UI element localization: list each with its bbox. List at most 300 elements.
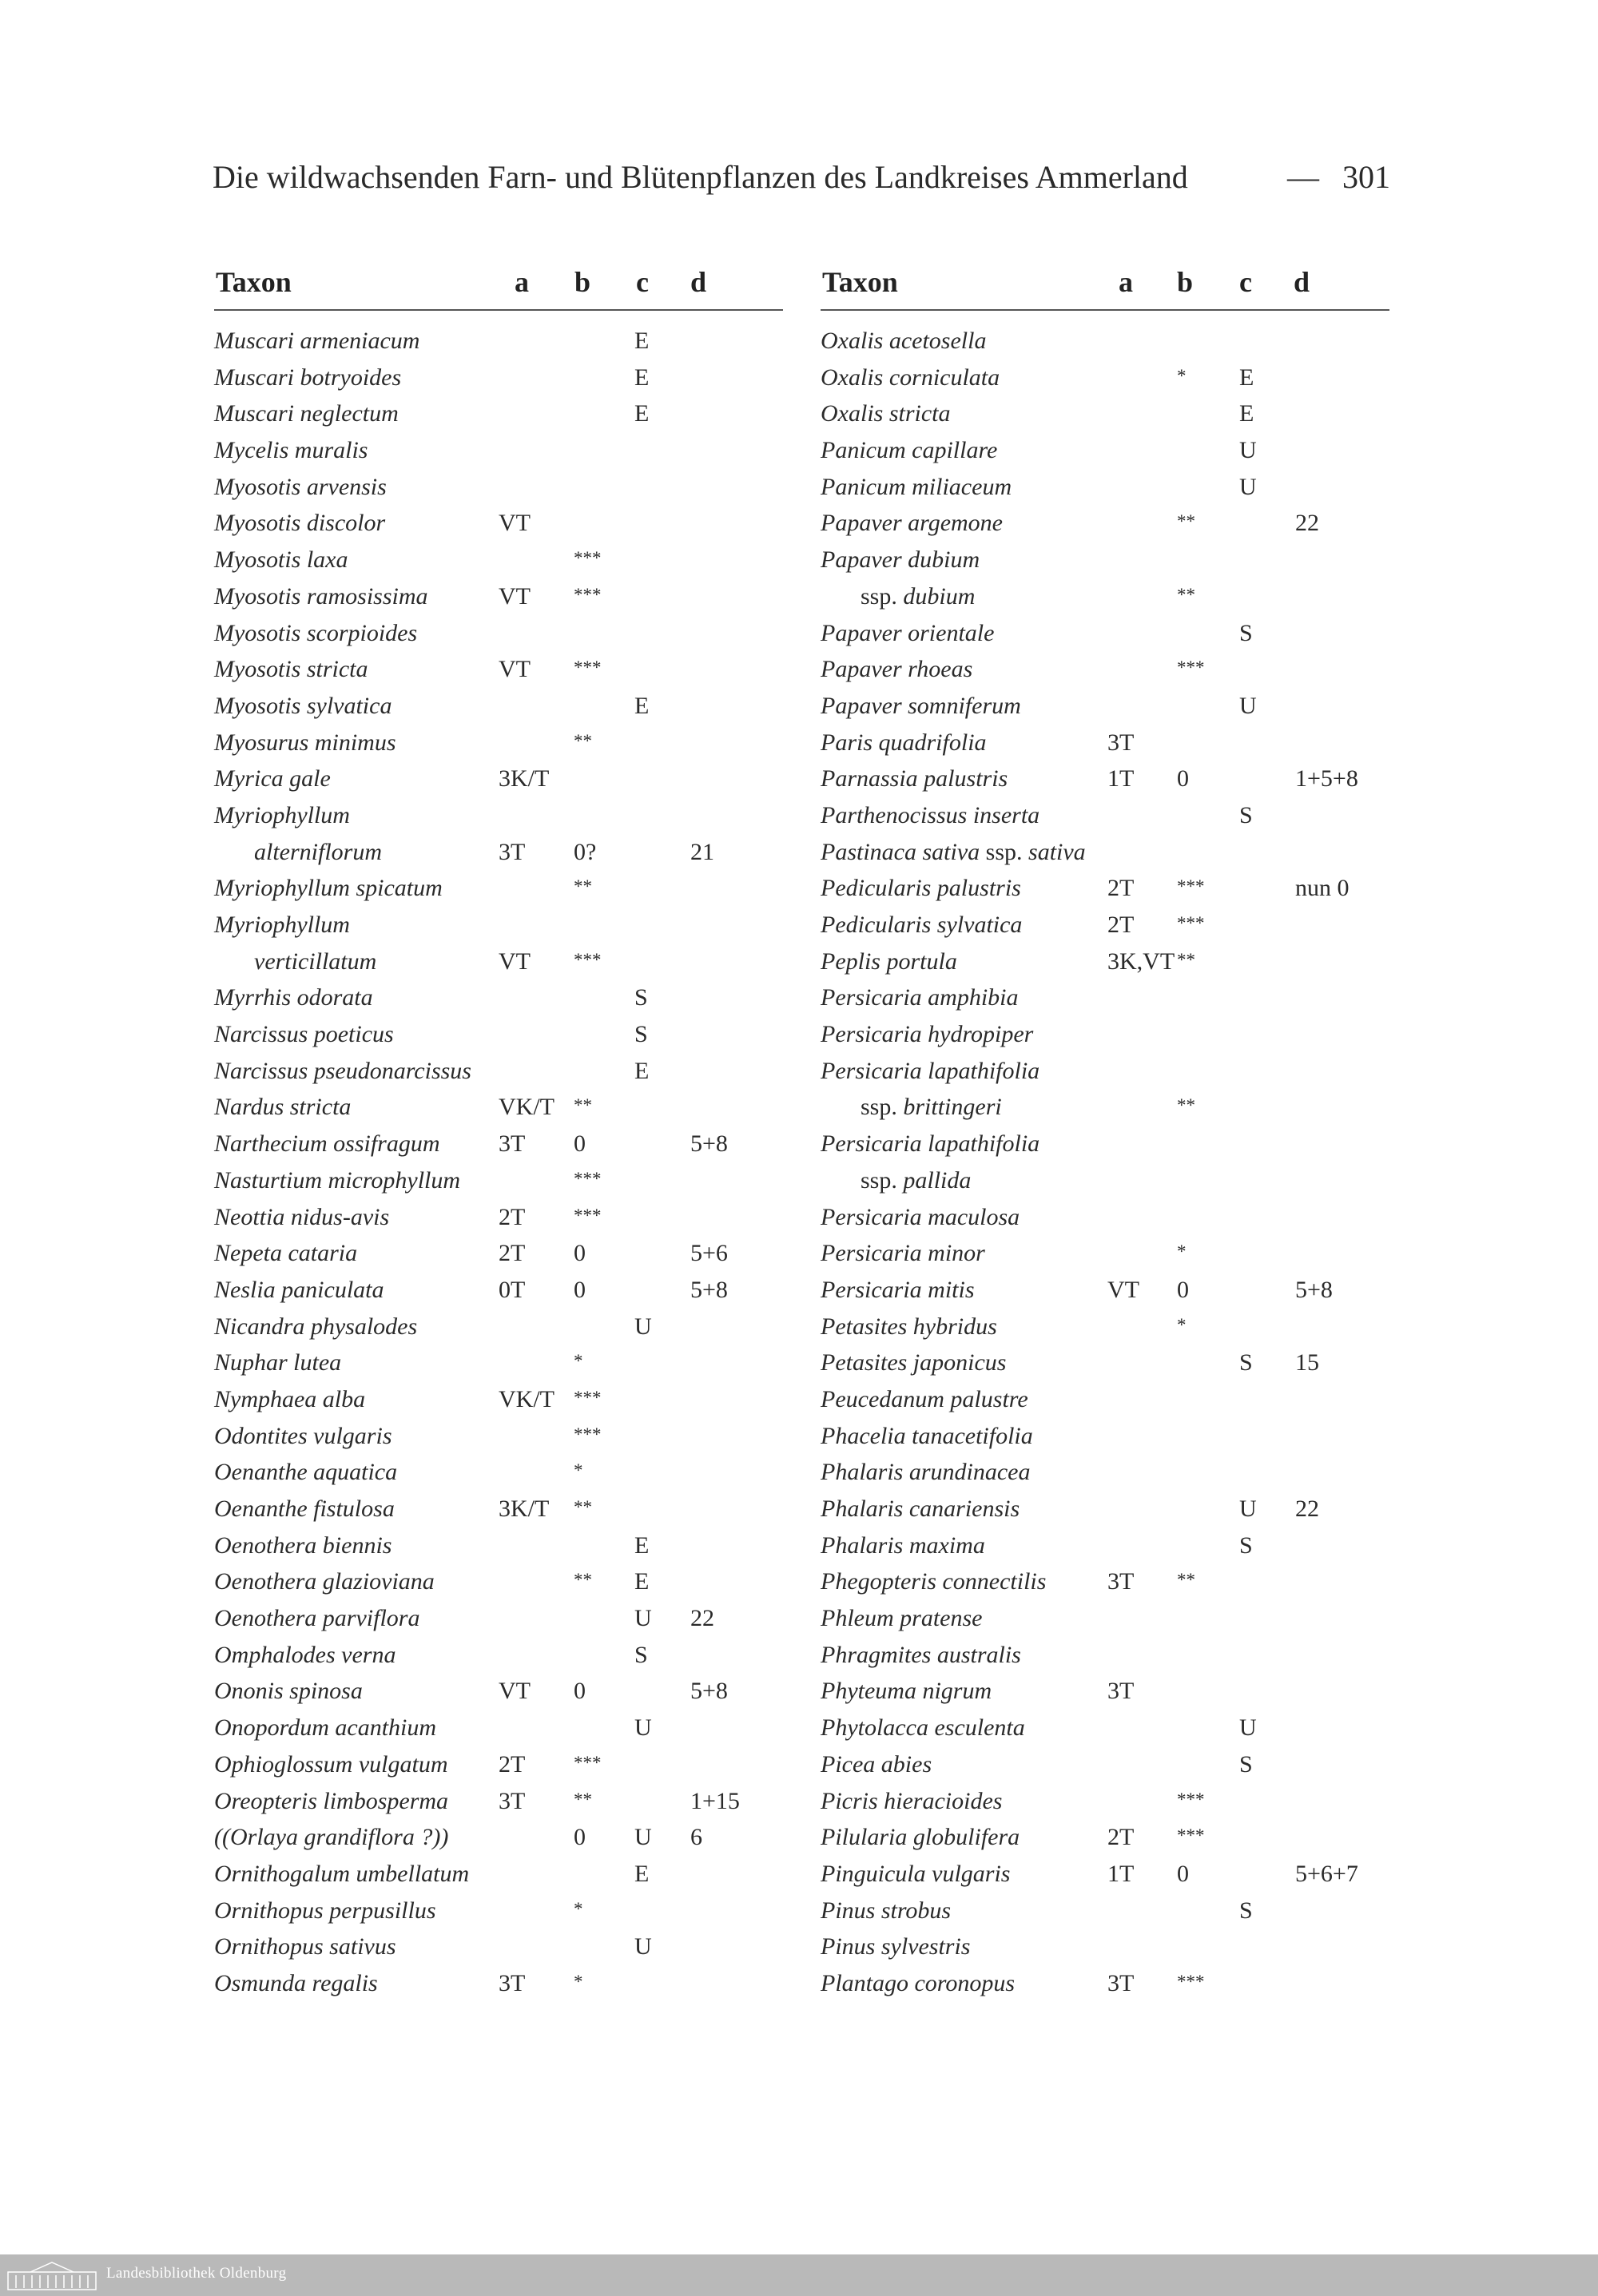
table-row [821, 1678, 1389, 1714]
taxon-cell [214, 1751, 448, 1778]
table-row [214, 984, 783, 1021]
taxon-cell [821, 1678, 992, 1705]
table-row [214, 1605, 783, 1642]
taxon-name: Papaver orientale [821, 619, 995, 646]
taxon-cell [214, 656, 368, 683]
taxon-name: verticillatum [254, 947, 377, 975]
cell-b: 0 [574, 1276, 586, 1303]
cell-b: *** [574, 1424, 602, 1444]
taxon-cell [214, 1532, 392, 1559]
taxon-cell [821, 1568, 1046, 1595]
taxon-name: Narcissus poeticus [214, 1021, 394, 1048]
table-row [821, 1423, 1389, 1460]
cell-d: 22 [1295, 510, 1319, 537]
taxon-cell [214, 1130, 440, 1158]
cell-a: 0T [499, 1276, 526, 1303]
taxon-cell [821, 1861, 1010, 1888]
table-row [821, 1130, 1389, 1167]
taxon-cell [214, 875, 443, 902]
taxon-name: Pedicularis sylvatica [821, 912, 1023, 938]
cell-d: 22 [690, 1605, 714, 1632]
taxon-cell [821, 1605, 982, 1632]
cell-c: S [1239, 801, 1253, 828]
taxon-cell [821, 328, 986, 355]
taxon-cell [214, 546, 348, 574]
table-row [821, 656, 1389, 693]
taxon-name: Pinus strobus [821, 1897, 952, 1924]
table-row [214, 1824, 783, 1861]
table-row [214, 1933, 783, 1970]
taxon-name: Myriophyllum [214, 912, 350, 938]
cell-c: S [1239, 1897, 1253, 1924]
taxon-cell [214, 364, 401, 391]
taxon-name: Persicaria hydropiper [821, 1021, 1034, 1048]
cell-c: S [634, 984, 648, 1011]
cell-b: *** [1177, 876, 1205, 897]
cell-b: ** [574, 1095, 592, 1116]
table-row [821, 1204, 1389, 1241]
taxon-name: Peplis portula [821, 947, 957, 975]
cell-c: S [1239, 1750, 1253, 1778]
taxon-name: Papaver dubium [821, 546, 980, 574]
header-d: d [1294, 266, 1310, 298]
taxon-cell [214, 1058, 471, 1085]
taxon-cell [214, 583, 428, 610]
taxon-name: Nuphar lutea [214, 1349, 342, 1376]
taxon-name: Oenanthe aquatica [214, 1459, 398, 1486]
taxon-cell [214, 1349, 341, 1376]
page-header [213, 158, 1389, 206]
taxon-name: Panicum capillare [821, 437, 998, 464]
header-a: a [515, 266, 529, 298]
cell-c: U [634, 1313, 652, 1340]
footer-bar [0, 2254, 1598, 2296]
taxon-cell [821, 546, 980, 574]
taxon-name: Muscari armeniacum [214, 328, 420, 354]
taxon-name: Phleum pratense [821, 1605, 983, 1632]
taxon-name: Oenothera glazioviana [214, 1568, 435, 1595]
cell-a: 3K/T [499, 765, 550, 792]
cell-a: 3T [1107, 1969, 1135, 1996]
taxon-name: Pedicularis palustris [821, 875, 1021, 902]
table-row [214, 1094, 783, 1130]
cell-b: * [1177, 1241, 1187, 1262]
table-row [214, 400, 783, 437]
taxon-cell [821, 802, 1039, 829]
taxon-name: Muscari botryoides [214, 363, 402, 391]
header-taxon: Taxon [822, 266, 898, 298]
cell-b: * [574, 1351, 583, 1372]
taxon-name: Papaver argemone [821, 510, 1003, 537]
taxon-name: Ophioglossum vulgatum [214, 1750, 448, 1778]
table-row [821, 546, 1389, 583]
table-row [214, 1167, 783, 1204]
cell-b: ** [574, 1497, 592, 1517]
cell-c: U [1239, 1714, 1257, 1742]
taxon-cell [821, 1714, 1025, 1742]
table-row [821, 510, 1389, 546]
header-b: b [1177, 266, 1194, 298]
taxon-cell [214, 1459, 397, 1486]
table-row [821, 693, 1389, 729]
table-row [821, 1970, 1389, 2007]
table-row [214, 948, 783, 985]
taxon-cell [821, 693, 1021, 720]
taxon-name: Oenothera biennis [214, 1531, 392, 1559]
taxon-name: Petasites hybridus [821, 1313, 997, 1340]
subspecies-name: sativa [1028, 838, 1086, 865]
table-row [214, 1130, 783, 1167]
cell-d: 5+8 [1295, 1276, 1333, 1303]
table-row [214, 1496, 783, 1532]
right-header-rule [821, 309, 1389, 311]
table-row [821, 437, 1389, 474]
cell-b: 0 [1177, 765, 1189, 792]
taxon-name: Nasturtium microphyllum [214, 1166, 461, 1194]
taxon-name: Ornithopus perpusillus [214, 1897, 436, 1924]
taxon-name: Pinus sylvestris [821, 1933, 971, 1960]
taxon-name: Persicaria maculosa [821, 1203, 1020, 1230]
taxon-name: Myriophyllum [214, 801, 350, 828]
cell-c: E [634, 1860, 650, 1887]
cell-b: *** [574, 584, 602, 605]
table-row [821, 1933, 1389, 1970]
taxon-cell [214, 1313, 417, 1341]
taxon-name: Papaver somniferum [821, 692, 1021, 719]
cell-d: 22 [1295, 1496, 1319, 1522]
cell-b: 0 [574, 1130, 586, 1158]
taxon-name: Papaver rhoeas [821, 656, 973, 683]
table-row [821, 1313, 1389, 1350]
table-row [214, 1568, 783, 1605]
taxon-cell [214, 1021, 394, 1048]
taxon-cell [821, 912, 1022, 939]
cell-c: U [634, 1824, 652, 1851]
taxon-cell [214, 1167, 460, 1194]
taxon-name: Peucedanum palustre [821, 1385, 1028, 1412]
table-row [214, 1277, 783, 1313]
cell-b: *** [574, 1168, 602, 1189]
taxon-cell [821, 984, 1019, 1011]
taxon-name: Oxalis stricta [821, 400, 951, 427]
taxon-name: Oreopteris limbosperma [214, 1787, 449, 1814]
cell-a: 3T [499, 838, 526, 865]
taxon-name: Nardus stricta [214, 1094, 352, 1121]
taxon-cell [214, 620, 417, 647]
table-row [214, 839, 783, 876]
table-row [821, 912, 1389, 948]
taxon-name: Phalaris arundinacea [821, 1459, 1031, 1486]
page-number: 301 [1342, 159, 1390, 195]
table-row [821, 1349, 1389, 1386]
table-row [214, 583, 783, 620]
taxon-cell [214, 1824, 448, 1851]
cell-c: S [634, 1641, 648, 1668]
taxon-name: Myosotis sylvatica [214, 692, 392, 719]
taxon-name: Myosotis ramosissima [214, 582, 428, 610]
taxon-cell [821, 1788, 1002, 1815]
cell-a: 3T [1107, 1568, 1135, 1595]
table-row [214, 1751, 783, 1788]
table-row [214, 765, 783, 802]
cell-c: E [634, 1568, 650, 1595]
taxon-cell [821, 948, 957, 975]
taxon-name: Picea abies [821, 1750, 932, 1778]
table-row [821, 474, 1389, 510]
cell-b: ** [574, 876, 592, 897]
rank-prefix: ssp. [861, 1166, 904, 1194]
cell-b: ** [1177, 1570, 1195, 1591]
table-row [821, 765, 1389, 802]
table-row [214, 437, 783, 474]
taxon-cell [821, 400, 951, 427]
cell-c: S [1239, 1349, 1253, 1376]
cell-a: 3K,VT [1107, 947, 1175, 975]
cell-b: *** [574, 657, 602, 678]
taxon-cell [214, 729, 396, 757]
cell-c: E [634, 692, 650, 719]
taxon-name: Nicandra physalodes [214, 1313, 418, 1340]
cell-a: VT [499, 510, 531, 537]
cell-b: * [1177, 1314, 1187, 1335]
cell-a: VT [1107, 1276, 1139, 1303]
cell-a: VT [499, 947, 531, 975]
taxon-name: Ornithopus sativus [214, 1933, 396, 1960]
cell-b: *** [574, 1752, 602, 1773]
rank-prefix: ssp. [861, 1094, 904, 1121]
header-c: c [636, 266, 649, 298]
taxon-name: ((Orlaya grandiflora ?)) [214, 1824, 449, 1851]
taxon-name: Picris hieracioides [821, 1787, 1003, 1814]
table-row [821, 1714, 1389, 1751]
table-row [214, 546, 783, 583]
taxon-cell [821, 1496, 1020, 1523]
taxon-cell [821, 1423, 1033, 1450]
taxon-cell [214, 1933, 396, 1960]
taxon-cell [214, 1423, 392, 1450]
cell-b: * [1177, 365, 1187, 386]
table-row [214, 1313, 783, 1350]
cell-a: 2T [1107, 912, 1135, 938]
right-rows [821, 328, 1389, 2007]
table-row [214, 802, 783, 839]
taxon-name: Oenothera parviflora [214, 1605, 420, 1632]
taxon-name: Oenanthe fistulosa [214, 1496, 395, 1522]
cell-b: *** [574, 1205, 602, 1225]
table-row [821, 839, 1389, 876]
table-row [214, 1532, 783, 1569]
taxon-cell [821, 1021, 1033, 1048]
taxon-name: Phyteuma nigrum [821, 1678, 992, 1705]
taxon-name: alterniflorum [254, 838, 383, 865]
taxon-cell [821, 1970, 1015, 1997]
taxon-name: Phytolacca esculenta [821, 1714, 1025, 1742]
table-row [214, 1240, 783, 1277]
taxon-name: Nymphaea alba [214, 1385, 366, 1412]
table-row [821, 1277, 1389, 1313]
table-row [821, 1386, 1389, 1423]
cell-c: U [634, 1714, 652, 1742]
table-row [214, 1021, 783, 1058]
table-row [821, 1861, 1389, 1897]
cell-b: *** [1177, 657, 1205, 678]
cell-a: 3T [1107, 729, 1135, 756]
cell-c: S [634, 1021, 648, 1048]
taxon-cell [214, 1568, 435, 1595]
cell-d: 1+15 [690, 1787, 740, 1814]
table-row [214, 693, 783, 729]
taxon-cell [214, 1605, 419, 1632]
cell-a: 2T [499, 1240, 526, 1267]
taxon-name: Myriophyllum spicatum [214, 875, 443, 902]
cell-c: S [1239, 619, 1253, 646]
taxon-cell [214, 437, 368, 464]
right-column-table [821, 260, 1389, 1996]
table-row [214, 656, 783, 693]
taxon-cell [214, 1204, 389, 1231]
taxon-cell [861, 1167, 971, 1194]
cell-b: *** [574, 949, 602, 970]
header-a: a [1119, 266, 1133, 298]
taxon-name: Pastinaca sativa [821, 838, 980, 865]
taxon-name: Panicum miliaceum [821, 473, 1012, 500]
taxon-cell [821, 1933, 971, 1960]
table-row [214, 1970, 783, 2007]
table-row [821, 400, 1389, 437]
taxon-cell [821, 1130, 1039, 1158]
taxon-cell [214, 693, 392, 720]
cell-c: E [634, 1531, 650, 1559]
taxon-name: Myosotis arvensis [214, 473, 387, 500]
taxon-cell [214, 400, 399, 427]
taxon-cell [821, 1897, 951, 1925]
cell-b: ** [574, 730, 592, 751]
taxon-cell [821, 437, 997, 464]
cell-c: U [1239, 437, 1257, 464]
cell-b: 0 [574, 1824, 586, 1851]
table-row [214, 1423, 783, 1460]
table-row [821, 802, 1389, 839]
taxon-cell [821, 1240, 985, 1267]
table-row [821, 875, 1389, 912]
library-label: Landesbibliothek Oldenburg [106, 2265, 287, 2282]
cell-a: VT [499, 1678, 531, 1705]
taxon-cell [821, 1532, 985, 1559]
cell-a: 3T [1107, 1678, 1135, 1705]
taxon-name: Phacelia tanacetifolia [821, 1422, 1033, 1449]
taxon-name: pallida [903, 1166, 972, 1194]
taxon-cell [214, 802, 350, 829]
table-row [821, 1167, 1389, 1204]
cell-b: ** [1177, 584, 1195, 605]
taxon-cell [821, 875, 1021, 902]
table-row [214, 1459, 783, 1496]
taxon-cell [214, 765, 331, 792]
table-row [821, 1568, 1389, 1605]
taxon-cell [214, 1240, 357, 1267]
taxon-name: Plantago coronopus [821, 1969, 1016, 1996]
taxon-cell [214, 1788, 448, 1815]
taxon-cell [214, 1970, 378, 1997]
cell-a: 3T [499, 1787, 526, 1814]
left-header-rule [214, 309, 783, 311]
cell-c: E [634, 328, 650, 354]
table-row [821, 620, 1389, 657]
taxon-cell [214, 1386, 365, 1413]
header-c: c [1239, 266, 1252, 298]
taxon-cell [214, 474, 387, 501]
taxon-name: Narthecium ossifragum [214, 1130, 440, 1158]
taxon-cell [821, 620, 994, 647]
taxon-name: Myosotis discolor [214, 510, 386, 537]
taxon-cell [821, 1058, 1039, 1085]
cell-b: * [574, 1971, 583, 1992]
taxon-cell [821, 1313, 997, 1341]
cell-c: S [1239, 1531, 1253, 1559]
cell-c: E [1239, 400, 1254, 427]
taxon-name: Odontites vulgaris [214, 1422, 392, 1449]
taxon-name: Phegopteris connectilis [821, 1568, 1047, 1595]
cell-c: E [634, 363, 650, 391]
taxon-cell [821, 1642, 1021, 1669]
taxon-name: Myosotis scorpioides [214, 619, 418, 646]
taxon-cell [821, 1459, 1031, 1486]
cell-b: ** [1177, 511, 1195, 532]
table-row [214, 729, 783, 766]
taxon-cell [821, 656, 972, 683]
taxon-cell [821, 765, 1008, 792]
taxon-name: Onopordum acanthium [214, 1714, 437, 1742]
table-row [821, 1058, 1389, 1094]
taxon-name: Myrrhis odorata [214, 984, 373, 1011]
cell-c: U [1239, 1496, 1257, 1522]
taxon-cell [821, 1824, 1020, 1851]
table-row [821, 1788, 1389, 1825]
taxon-cell [821, 474, 1012, 501]
left-column-header [214, 260, 783, 306]
taxon-name: Mycelis muralis [214, 437, 368, 464]
cell-d: 5+8 [690, 1678, 728, 1705]
taxon-name: Phragmites australis [821, 1641, 1021, 1668]
table-row [214, 1386, 783, 1423]
cell-b: *** [574, 1387, 602, 1408]
table-row [214, 364, 783, 401]
cell-d: 5+8 [690, 1276, 728, 1303]
cell-d: 6 [690, 1824, 702, 1851]
cell-b: 0 [574, 1240, 586, 1267]
cell-c: E [1239, 363, 1254, 391]
taxon-name: dubium [903, 582, 976, 610]
table-row [214, 912, 783, 948]
taxon-name: Muscari neglectum [214, 400, 399, 427]
cell-a: 2T [1107, 1824, 1135, 1851]
cell-c: U [1239, 473, 1257, 500]
taxon-name: Nepeta cataria [214, 1240, 358, 1267]
table-row [214, 474, 783, 510]
table-row [821, 1751, 1389, 1788]
cell-b: * [574, 1898, 583, 1919]
table-row [821, 1642, 1389, 1678]
table-row [821, 1240, 1389, 1277]
cell-a: 3T [499, 1969, 526, 1996]
cell-d: 5+6+7 [1295, 1860, 1358, 1887]
table-row [821, 1496, 1389, 1532]
cell-a: 2T [499, 1750, 526, 1778]
cell-a: 3T [499, 1130, 526, 1158]
cell-a: 3K/T [499, 1496, 550, 1522]
taxon-name: Myosotis stricta [214, 656, 368, 683]
left-rows [214, 328, 783, 2007]
